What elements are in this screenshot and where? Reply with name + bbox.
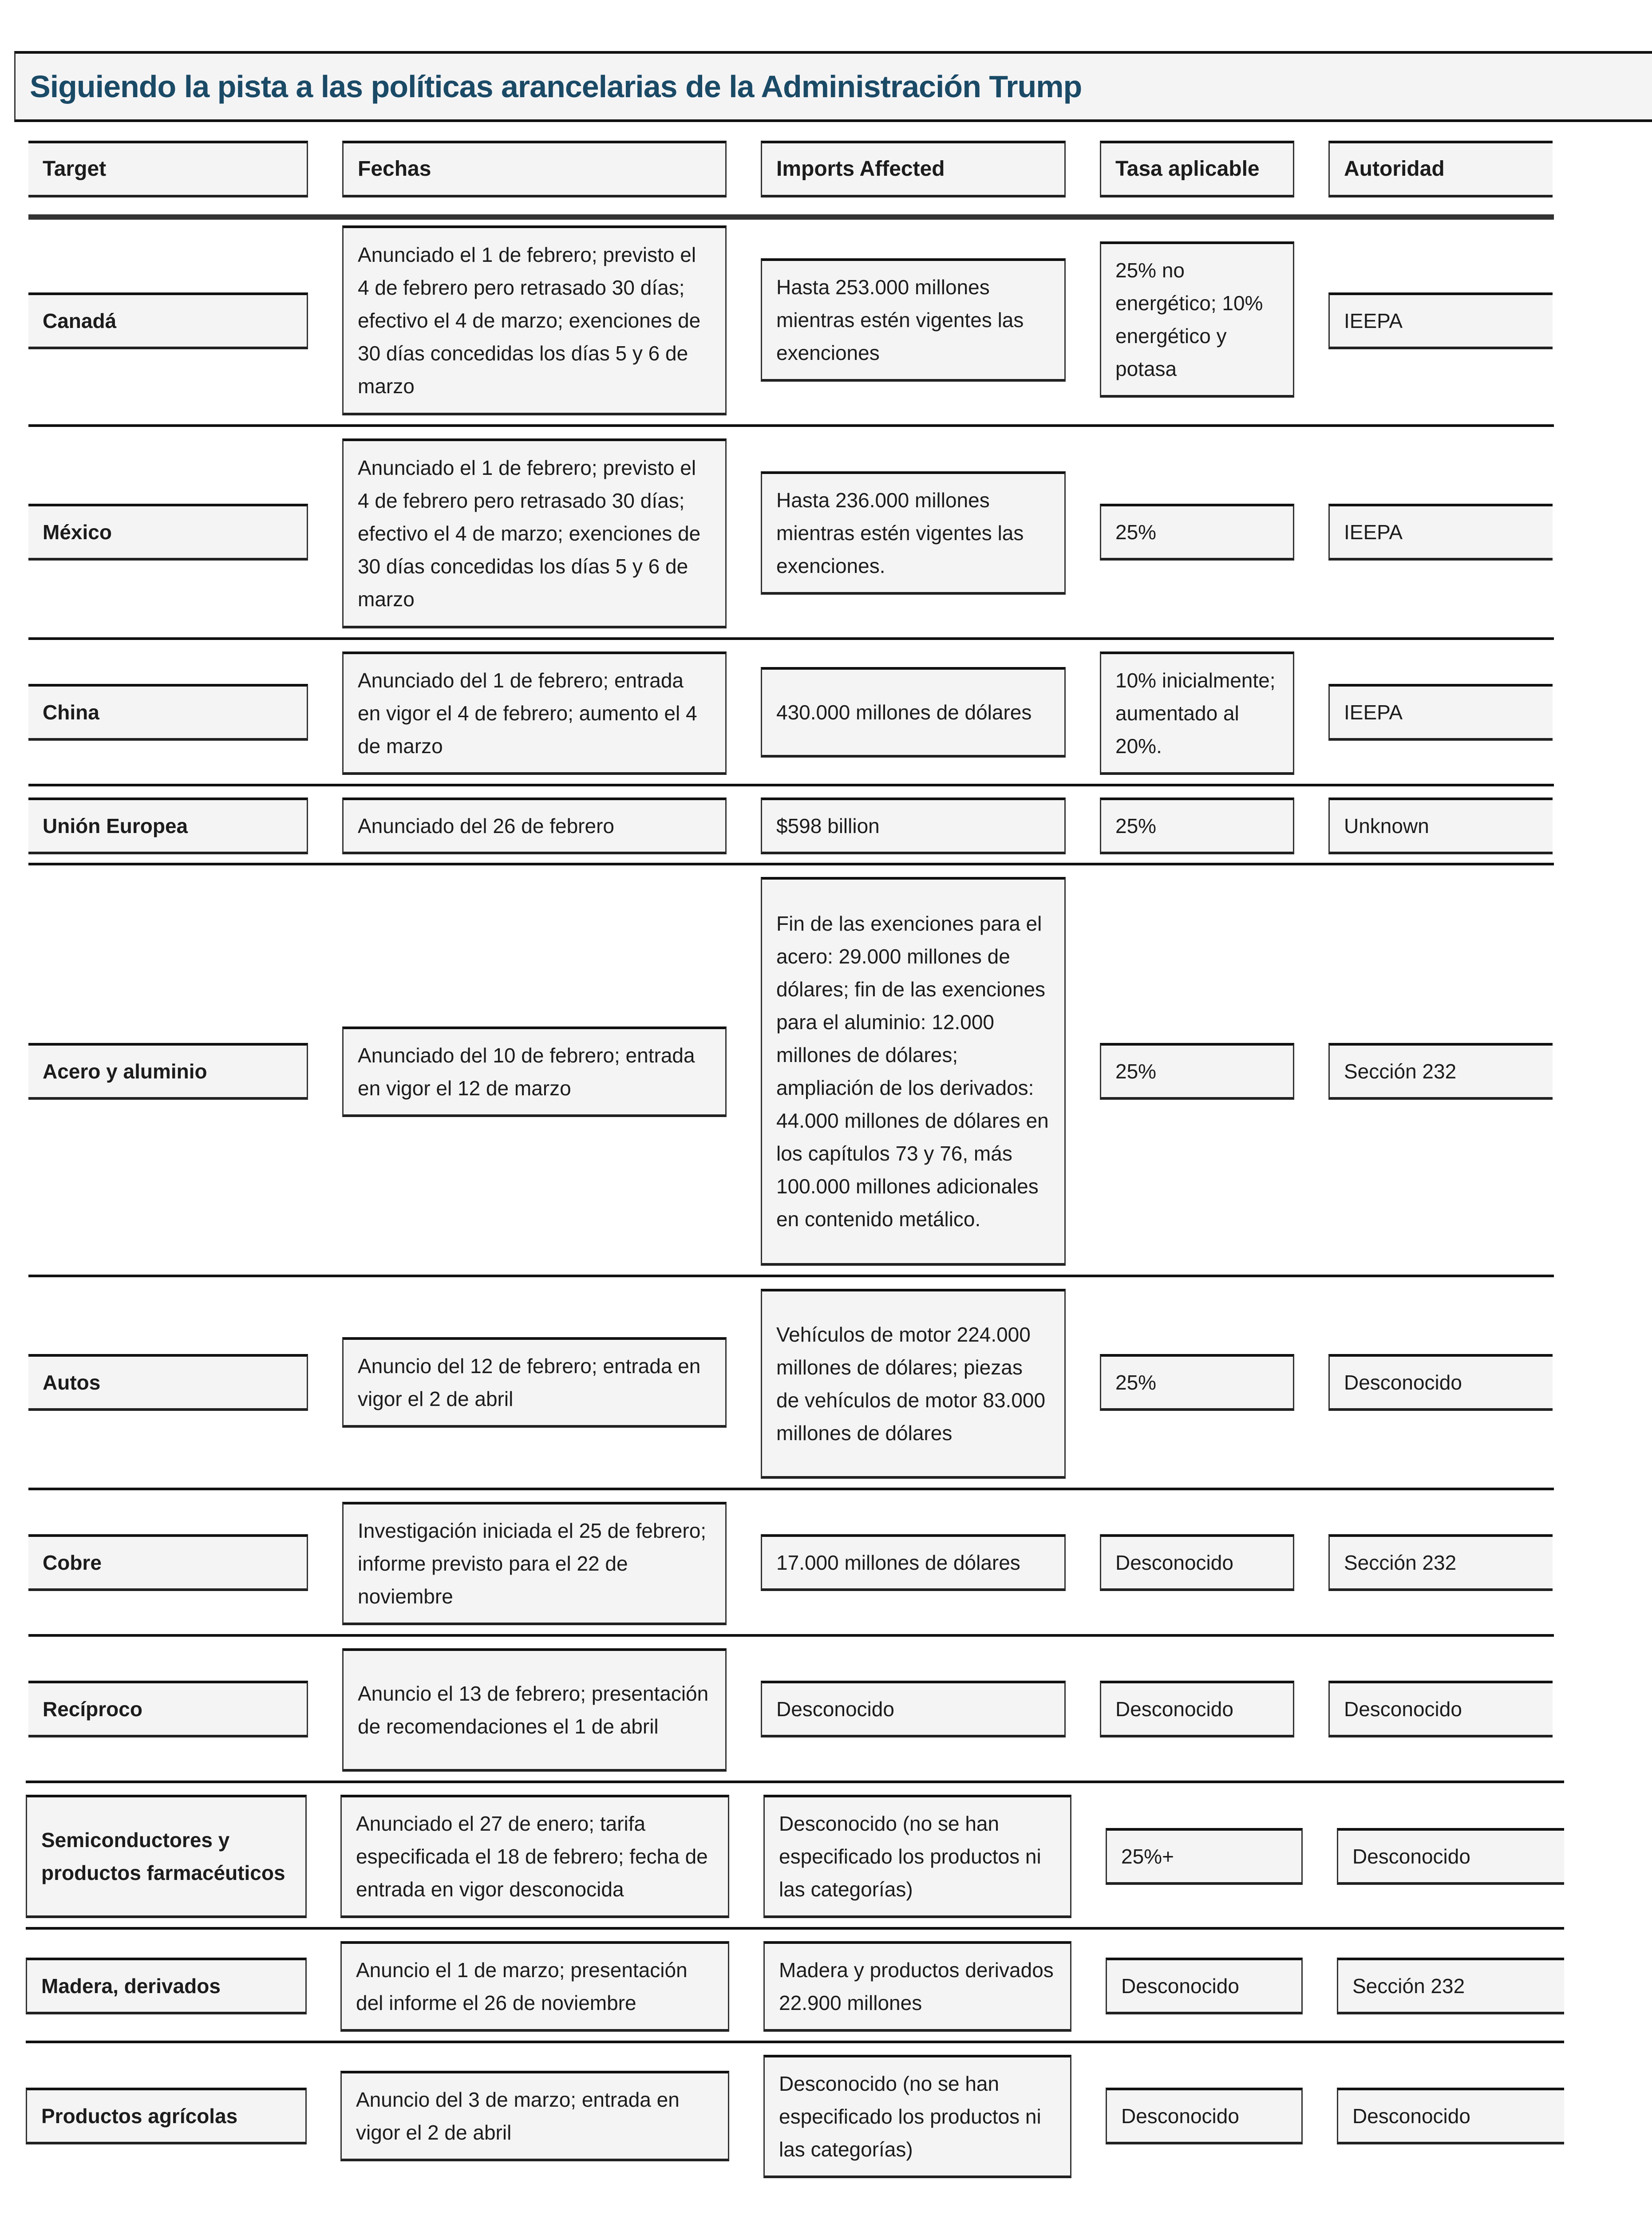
row-tasa: Desconocido: [1100, 1534, 1294, 1591]
row-target: México: [28, 504, 308, 561]
header-autoridad: Autoridad: [1328, 141, 1553, 197]
row-target: China: [28, 684, 308, 741]
row-divider: [28, 863, 1554, 865]
title-banner: [14, 51, 1652, 122]
row-target: Acero y aluminio: [28, 1043, 308, 1100]
row-fechas: Investigación iniciada el 25 de febrero; informe previsto para el 22 de noviembre: [342, 1502, 727, 1625]
row-divider: [26, 2041, 1564, 2043]
row-imports: Vehículos de motor 224.000 millones de dólares; piezas de vehículos de motor 83.000 millones de dólares: [761, 1289, 1066, 1479]
row-imports: $598 billion: [761, 798, 1066, 854]
row-target: Autos: [28, 1354, 308, 1411]
header-imports: Imports Affected: [761, 141, 1066, 197]
row-divider: [26, 1927, 1564, 1930]
row-autoridad: Desconocido: [1337, 1828, 1564, 1885]
row-autoridad: IEEPA: [1328, 292, 1553, 349]
row-divider: [28, 1275, 1554, 1277]
row-target: Madera, derivados: [26, 1958, 307, 2014]
row-divider: [28, 784, 1554, 786]
row-tasa: Desconocido: [1100, 1681, 1294, 1737]
row-fechas: Anuncio del 3 de marzo; entrada en vigor el 2 de abril: [340, 2071, 729, 2161]
row-fechas: Anuncio el 13 de febrero; presentación de recomendaciones el 1 de abril: [342, 1648, 727, 1772]
row-fechas: Anunciado el 1 de febrero; previsto el 4 de febrero pero retrasado 30 días; efectivo el 4 de marzo; exenciones de 30 días concedidas los días 5 y 6 de marzo: [342, 225, 727, 415]
row-tasa: Desconocido: [1106, 2088, 1303, 2144]
row-autoridad: Desconocido: [1328, 1681, 1553, 1737]
row-fechas: Anuncio del 12 de febrero; entrada en vigor el 2 de abril: [342, 1337, 727, 1428]
row-tasa: 25%: [1100, 798, 1294, 854]
row-fechas: Anuncio el 1 de marzo; presentación del informe el 26 de noviembre: [340, 1941, 729, 2032]
row-autoridad: IEEPA: [1328, 504, 1553, 561]
row-target: Canadá: [28, 292, 308, 349]
row-tasa: 10% inicialmente; aumentado al 20%.: [1100, 651, 1294, 775]
row-autoridad: IEEPA: [1328, 684, 1553, 741]
header-fechas: Fechas: [342, 141, 727, 197]
row-target: Cobre: [28, 1534, 308, 1591]
row-imports: Desconocido (no se han especificado los productos ni las categorías): [763, 2055, 1071, 2178]
row-target: Unión Europea: [28, 798, 308, 854]
row-divider: [26, 1781, 1564, 1783]
row-tasa: 25%+: [1106, 1828, 1303, 1885]
row-target: Productos agrícolas: [26, 2088, 307, 2144]
row-imports: 17.000 millones de dólares: [761, 1534, 1066, 1591]
row-tasa: 25%: [1100, 1043, 1294, 1100]
row-divider: [28, 637, 1554, 640]
row-fechas: Anunciado del 26 de febrero: [342, 798, 727, 854]
row-divider: [28, 424, 1554, 427]
header-divider: [28, 214, 1554, 220]
row-autoridad: Sección 232: [1328, 1534, 1553, 1591]
row-autoridad: Sección 232: [1337, 1958, 1564, 2014]
row-tasa: 25% no energético; 10% energético y potasa: [1100, 241, 1294, 398]
row-imports: Fin de las exenciones para el acero: 29.000 millones de dólares; fin de las exenciones para el aluminio: 12.000 millones de dólares; ampliación de los derivados: 44.000 millones de dólares en los capítulos 73 y 76, más 100.000 millones adicionales en contenido metálico.: [761, 877, 1066, 1266]
row-target: Recíproco: [28, 1681, 308, 1737]
row-target: Semiconductores y productos farmacéuticos: [26, 1795, 307, 1918]
row-imports: Desconocido: [761, 1681, 1066, 1737]
row-divider: [28, 1488, 1554, 1490]
row-fechas: Anunciado el 27 de enero; tarifa especificada el 18 de febrero; fecha de entrada en vigor desconocida: [340, 1795, 729, 1918]
row-autoridad: Sección 232: [1328, 1043, 1553, 1100]
row-fechas: Anunciado del 10 de febrero; entrada en vigor el 12 de marzo: [342, 1027, 727, 1117]
header-tasa: Tasa aplicable: [1100, 141, 1294, 197]
row-autoridad: Desconocido: [1337, 2088, 1564, 2144]
row-imports: Hasta 236.000 millones mientras estén vigentes las exenciones.: [761, 471, 1066, 595]
header-target: Target: [28, 141, 308, 197]
row-autoridad: Unknown: [1328, 798, 1553, 854]
row-imports: 430.000 millones de dólares: [761, 667, 1066, 758]
page-title: Siguiendo la pista a las políticas arancelarias de la Administración Trump: [30, 69, 1082, 104]
row-fechas: Anunciado del 1 de febrero; entrada en vigor el 4 de febrero; aumento el 4 de marzo: [342, 651, 727, 775]
row-tasa: 25%: [1100, 504, 1294, 561]
row-imports: Madera y productos derivados 22.900 millones: [763, 1941, 1071, 2032]
row-imports: Desconocido (no se han especificado los productos ni las categorías): [763, 1795, 1071, 1918]
row-autoridad: Desconocido: [1328, 1354, 1553, 1411]
row-tasa: Desconocido: [1106, 1958, 1303, 2014]
row-divider: [28, 1634, 1554, 1637]
row-imports: Hasta 253.000 millones mientras estén vigentes las exenciones: [761, 258, 1066, 382]
row-tasa: 25%: [1100, 1354, 1294, 1411]
row-fechas: Anunciado el 1 de febrero; previsto el 4 de febrero pero retrasado 30 días; efectivo el 4 de marzo; exenciones de 30 días concedidas los días 5 y 6 de marzo: [342, 438, 727, 628]
